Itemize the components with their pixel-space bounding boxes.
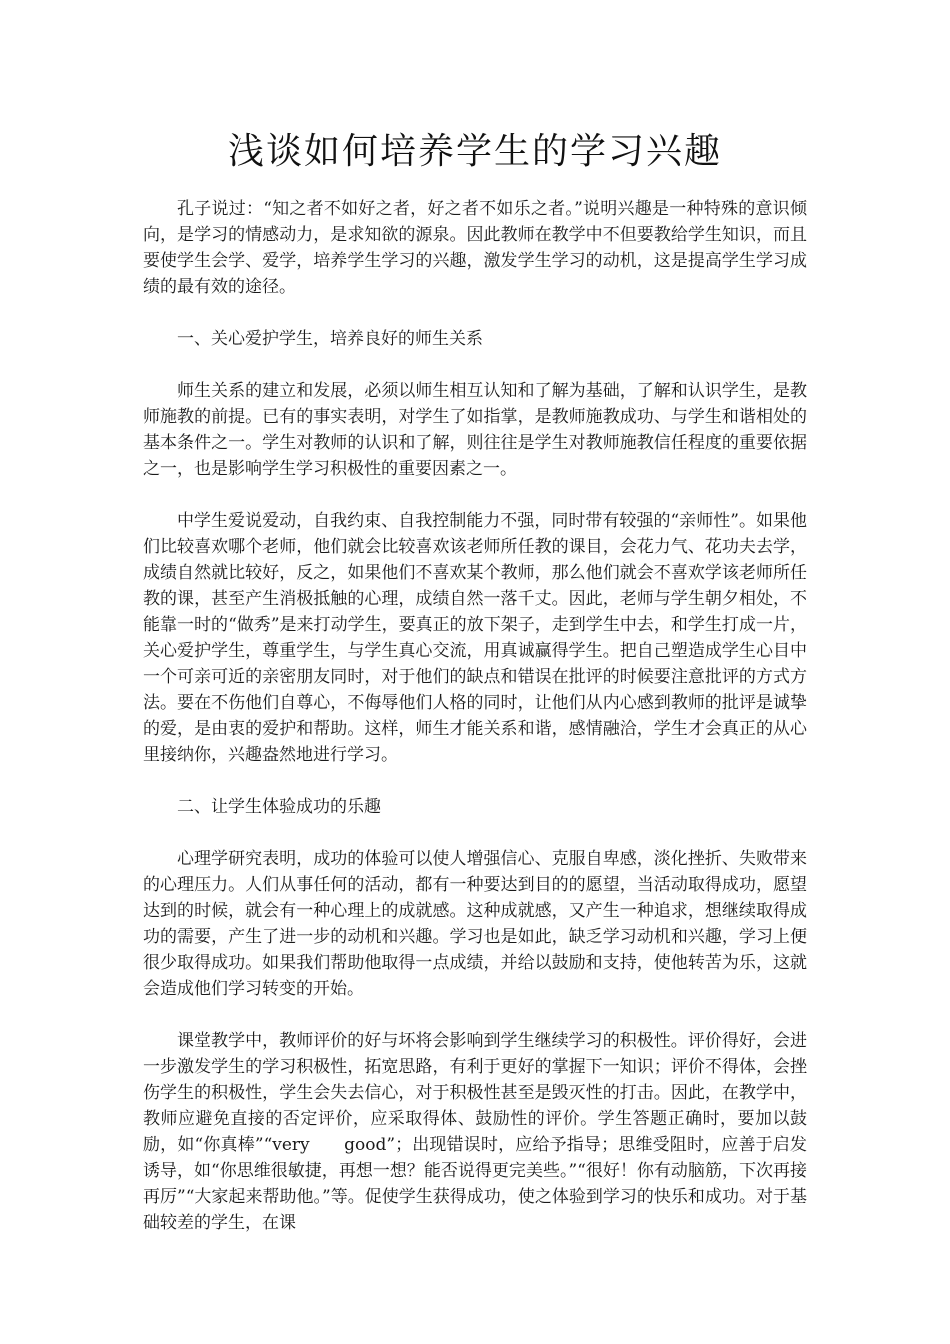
section-heading-1: 一、关心爱护学生，培养良好的师生关系 [177, 329, 483, 349]
paragraph-relationship: 师生关系的建立和发展，必须以师生相互认知和了解为基础，了解和认识学生，是教师施教的前提。已有的事实表明，对学生了如指掌，是教师施教成功、与学生和谐相处的基本条件之一。学生对教师的认识和了解，则往往是学生对教师施教信任程度的重要依据之一，也是影响学生学习积极性的重要因素之一。 [143, 381, 807, 479]
section-heading-2: 二、让学生体验成功的乐趣 [177, 797, 381, 817]
paragraph-middle-school-students: 中学生爱说爱动，自我约束、自我控制能力不强，同时带有较强的“亲师性”。如果他们比较喜欢哪个老师，他们就会比较喜欢该老师所任教的课目，会花力气、花功夫去学，成绩自然就比较好，反之，如果他们不喜欢某个教师，那么他们就会不喜欢学该老师所任教的课，甚至产生消极抵触的心理，成绩自然一落千丈。因此，老师与学生朝夕相处，不能靠一时的“做秀”是来打动学生，要真正的放下架子，走到学生中去，和学生打成一片，关心爱护学生，尊重学生，与学生真心交流，用真诚赢得学生。把自己塑造成学生心目中一个可亲可近的亲密朋友同时，对于他们的缺点和错误在批评的时候要注意批评的方式方法。要在不伤他们自尊心，不侮辱他们人格的同时，让他们从内心感到教师的批评是诚挚的爱，是由衷的爱护和帮助。这样，师生才能关系和谐，感情融洽，学生才会真正的从心里接纳你，兴趣盎然地进行学习。 [143, 511, 807, 765]
document-title: 浅谈如何培养学生的学习兴趣 [227, 131, 722, 172]
document-body [143, 196, 807, 1236]
paragraph-classroom-evaluation: 课堂教学中，教师评价的好与坏将会影响到学生继续学习的积极性。评价得好，会进一步激发学生的学习积极性，拓宽思路，有利于更好的掌握下一知识；评价不得体，会挫伤学生的积极性，学生会失去信心，对于积极性甚至是毁灭性的打击。因此，在教学中，教师应避免直接的否定评价，应采取得体、鼓励性的评价。学生答题正确时，要加以鼓励，如“你真棒”“very good”；出现错误时，应给予指导；思维受阻时，应善于启发诱导，如“你思维很敏捷，再想一想？能否说得更完美些。”“很好！你有动脑筋，下次再接再厉”“大家起来帮助他。”等。促使学生获得成功，使之体验到学习的快乐和成功。对于基础较差的学生，在课 [143, 1031, 807, 1233]
paragraph-psychology: 心理学研究表明，成功的体验可以使人增强信心、克服自卑感，淡化挫折、失败带来的心理压力。人们从事任何的活动，都有一种要达到目的的愿望，当活动取得成功，愿望达到的时候，就会有一种心理上的成就感。这种成就感，又产生一种追求，想继续取得成功的需要，产生了进一步的动机和兴趣。学习也是如此，缺乏学习动机和兴趣，学习上便很少取得成功。如果我们帮助他取得一点成绩，并给以鼓励和支持，使他转苦为乐，这就会造成他们学习转变的开始。 [143, 849, 807, 999]
paragraph-intro: 孔子说过：“知之者不如好之者，好之者不如乐之者。”说明兴趣是一种特殊的意识倾向，是学习的情感动力，是求知欲的源泉。因此教师在教学中不但要教给学生知识，而且要使学生会学、爱学，培养学生学习的兴趣，激发学生学习的动机，这是提高学生学习成绩的最有效的途径。 [143, 199, 807, 297]
